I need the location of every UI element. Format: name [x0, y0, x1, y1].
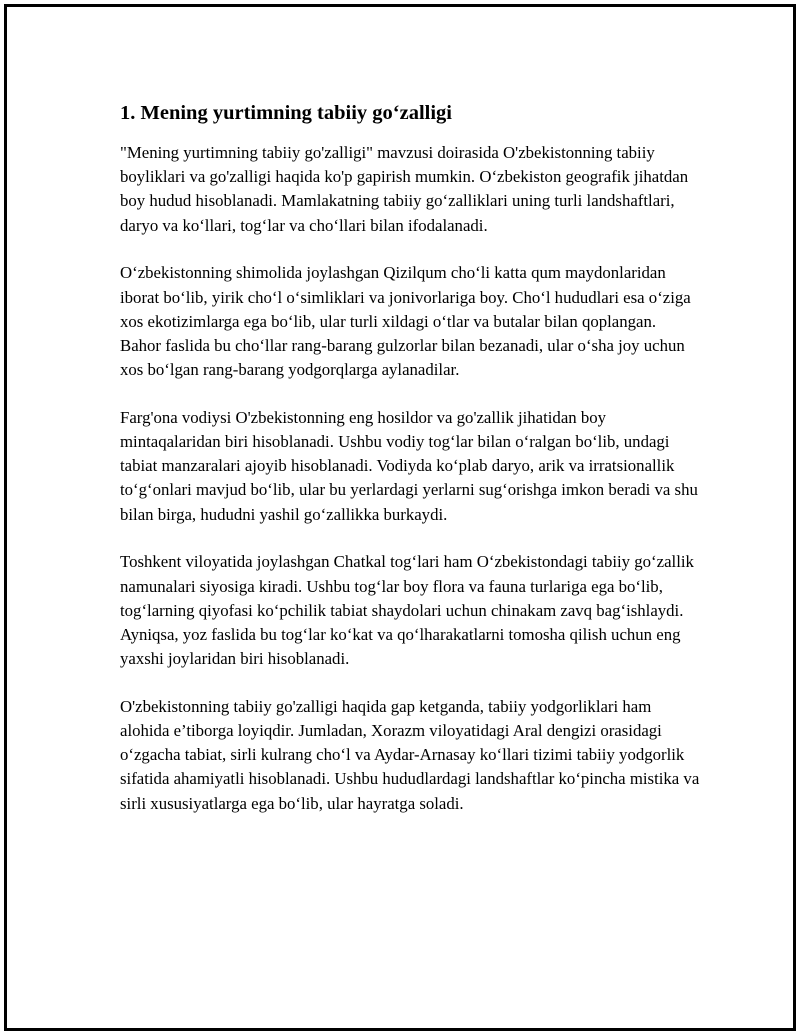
- document-heading: 1. Mening yurtimning tabiiy go‘zalligi: [120, 102, 452, 124]
- paragraph-1: "Mening yurtimning tabiiy go'zalligi" mavzusi doirasida O'zbekistonning tabiiy boyliklari va go'zalligi haqida ko'p gapirish mumkin. O‘zbekiston geografik jihatdan boy hudud hisoblanadi. Mamlakatning tabiiy go‘zalliklari uning turli landshaftlari, daryo va ko‘llari, tog‘lar va cho‘llari bilan ifodalanadi.: [120, 143, 689, 235]
- paragraph-5: O'zbekistonning tabiiy go'zalligi haqida gap ketganda, tabiiy yodgorliklari ham alohida e’tiborga loyiqdir. Jumladan, Xorazm viloyatidagi Aral dengizi orasidagi o‘zgacha tabiat, sirli kulrang cho‘l va Aydar-Arnasay ko‘llari tizimi tabiiy yodgorlik sifatida ahamiyatli hisoblanadi. Ushbu hududlardagi landshaftlar ko‘pincha mistika va sirli xususiyatlarga ega bo‘lib, ular hayratga soladi.: [120, 696, 700, 813]
- document-body: [120, 99, 700, 816]
- paragraph-2: O‘zbekistonning shimolida joylashgan Qizilqum cho‘li katta qum maydonlaridan iborat bo‘lib, yirik cho‘l o‘simliklari va jonivorlariga boy. Cho‘l hududlari esa o‘ziga xos ekotizimlarga ega bo‘lib, ular turli xildagi o‘tlar va butalar bilan qoplangan. Bahor faslida bu cho‘llar rang-barang gulzorlar bilan bezanadi, ular o‘sha joy uchun xos bo‘lgan rang-barang yodgorqlarga aylanadilar.: [120, 263, 691, 380]
- document-page: [4, 4, 796, 1031]
- paragraph-3: Farg'ona vodiysi O'zbekistonning eng hosildor va go'zallik jihatidan boy mintaqalaridan biri hisoblanadi. Ushbu vodiy tog‘lar bilan o‘ralgan bo‘lib, undagi tabiat manzaralari ajoyib hisoblanadi. Vodiyda ko‘plab daryo, arik va irratsionallik to‘g‘onlari mavjud bo‘lib, ular bu yerlardagi yerlarni sug‘orishga imkon beradi va shu bilan birga, hududni yashil go‘zallikka burkaydi.: [120, 407, 698, 524]
- paragraph-4: Toshkent viloyatida joylashgan Chatkal tog‘lari ham O‘zbekistondagi tabiiy go‘zallik namunalari siyosiga kiradi. Ushbu tog‘lar boy flora va fauna turlariga ega bo‘lib, tog‘larning qiyofasi ko‘pchilik tabiat shaydolari uchun chinakam zavq bag‘ishlaydi. Ayniqsa, yoz faslida bu tog‘lar ko‘kat va qo‘lharakatlarni tomosha qilish uchun eng yaxshi joylaridan biri hisoblanadi.: [120, 552, 694, 669]
